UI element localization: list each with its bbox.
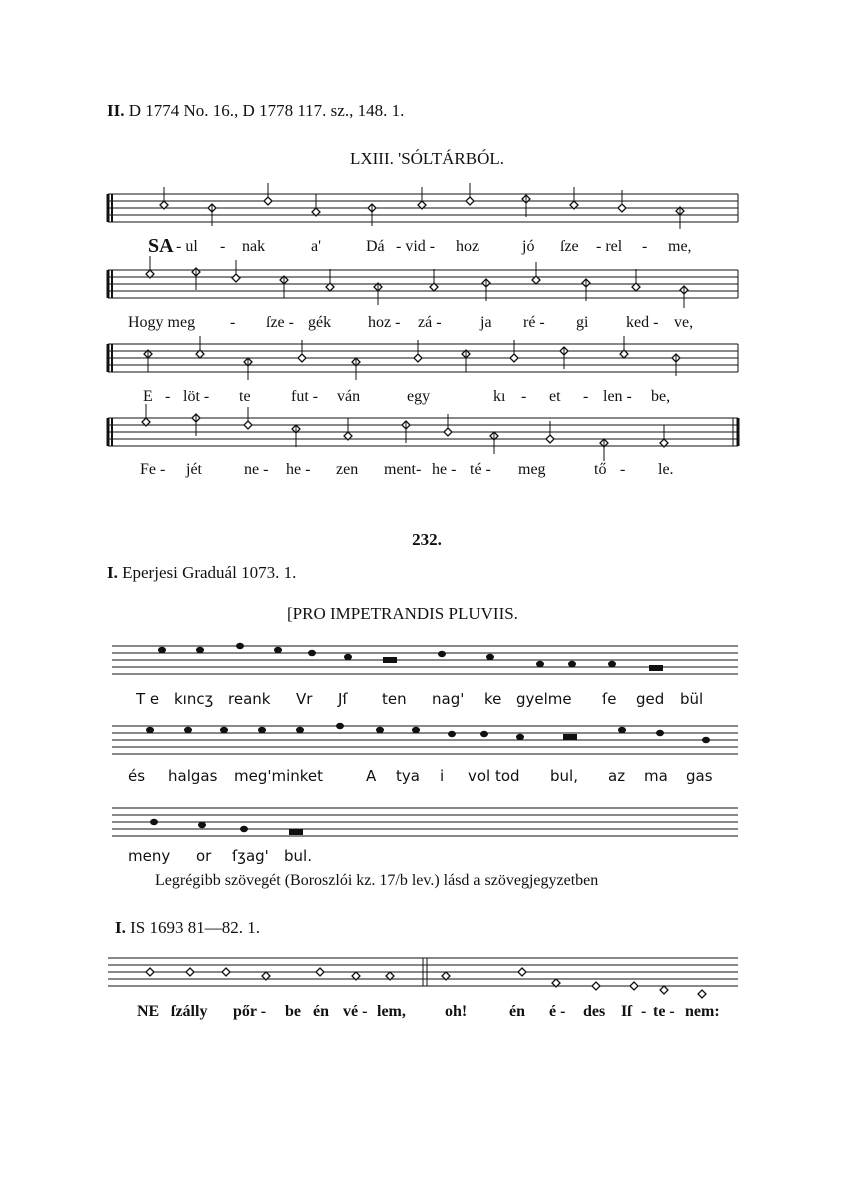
- note-head: [632, 283, 640, 291]
- note-head: [414, 354, 422, 362]
- song-number: 232.: [412, 530, 442, 549]
- chant-note: [448, 731, 456, 737]
- note-head: [386, 972, 394, 980]
- chant-note: [536, 661, 544, 667]
- reference-text: D 1774 No. 16., D 1778 117. sz., 148. 1.: [128, 101, 405, 120]
- note-head: [430, 283, 438, 291]
- note-head: [298, 354, 306, 362]
- chant-note: [412, 727, 420, 733]
- note-head: [466, 197, 474, 205]
- note-head: [316, 968, 324, 976]
- chant-note: [198, 822, 206, 828]
- note-head: [618, 204, 626, 212]
- source-reference-3: I. IS 1693 81—82. 1.: [115, 918, 260, 937]
- chant-note: [158, 647, 166, 653]
- note-head: [660, 439, 668, 447]
- note-head: [532, 276, 540, 284]
- note-head: [142, 418, 150, 426]
- chant-note: [196, 647, 204, 653]
- note-head: [518, 968, 526, 976]
- note-head: [312, 208, 320, 216]
- chant-note: [344, 654, 352, 660]
- note-head: [660, 986, 668, 994]
- note-head: [160, 201, 168, 209]
- note-head: [262, 972, 270, 980]
- source-reference-2: I. Eperjesi Graduál 1073. 1.: [107, 563, 297, 582]
- note-head: [244, 421, 252, 429]
- chant-title: [PRO IMPETRANDIS PLUVIIS.: [287, 604, 518, 623]
- chant-note: [486, 654, 494, 660]
- chant-note: [240, 826, 248, 832]
- note-head: [444, 428, 452, 436]
- note-head: [546, 435, 554, 443]
- note-head: [196, 350, 204, 358]
- chant-note: [480, 731, 488, 737]
- chant-note: [150, 819, 158, 825]
- chant-note: [516, 734, 524, 740]
- note-head: [570, 201, 578, 209]
- note-head: [344, 432, 352, 440]
- note-head: [418, 201, 426, 209]
- chant-note: [336, 723, 344, 729]
- chant-note: [258, 727, 266, 733]
- editorial-note: Legrégibb szövegét (Boroszlói kz. 17/b lev.) lásd a szövegjegyzetben: [155, 872, 599, 889]
- chant-note: [702, 737, 710, 743]
- chant-note: [438, 651, 446, 657]
- score-page: II. D 1774 No. 16., D 1778 117. sz., 148. 1. LXIII. 'SÓLTÁRBÓL. SA - ul - nak a' Dá - vid - hoz jó ſze - rel - me, Hogy meg - ſze - gék hoz - zá - ja ré - gi ked - ve, E - löt - te fut - ván egy kı - et - len - be, Fe - jét ne - he - zen ment- he - té - meg tő - le. 232. I. Eperjesi Graduál 1073. 1. [PRO IMPETRANDIS PLUVIIS. T e kıncʒ reank Vr Jſ ten nag' ke gyelme ſe ged bül és halgas meg'minket A tya i vol tod bul, az ma gas meny or ſʒag' bul. Legrégibb szövegét (Boroszlói kz. 17/b lev.) lásd a szövegjegyzetben I. IS 1693 81—82. 1. NE ſzálly pőr - be én vé - lem, oh! én é - des Iſ - te - nem:: [0, 0, 854, 1184]
- note-head: [442, 972, 450, 980]
- note-head: [510, 354, 518, 362]
- song-title: LXIII. 'SÓLTÁRBÓL.: [349, 149, 504, 168]
- ligature-note: [289, 829, 303, 835]
- chant-note: [236, 643, 244, 649]
- chant-note: [184, 727, 192, 733]
- chant-note: [618, 727, 626, 733]
- ligature-note: [649, 665, 663, 671]
- ligature-note: [563, 734, 577, 740]
- chant-note: [146, 727, 154, 733]
- chant-note: [274, 647, 282, 653]
- note-head: [592, 982, 600, 990]
- note-head: [552, 979, 560, 987]
- ligature-note: [383, 657, 397, 663]
- note-head: [620, 350, 628, 358]
- reference-number: II.: [107, 101, 125, 120]
- chant-note: [656, 730, 664, 736]
- note-head: [232, 274, 240, 282]
- chant-note: [220, 727, 228, 733]
- chant-note: [568, 661, 576, 667]
- note-head: [222, 968, 230, 976]
- chant-note: [308, 650, 316, 656]
- chant-note: [608, 661, 616, 667]
- note-head: [326, 283, 334, 291]
- chant-note: [376, 727, 384, 733]
- note-head: [146, 270, 154, 278]
- note-head: [264, 197, 272, 205]
- note-head: [146, 968, 154, 976]
- chant-note: [296, 727, 304, 733]
- note-head: [698, 990, 706, 998]
- note-head: [630, 982, 638, 990]
- note-head: [352, 972, 360, 980]
- note-head: [186, 968, 194, 976]
